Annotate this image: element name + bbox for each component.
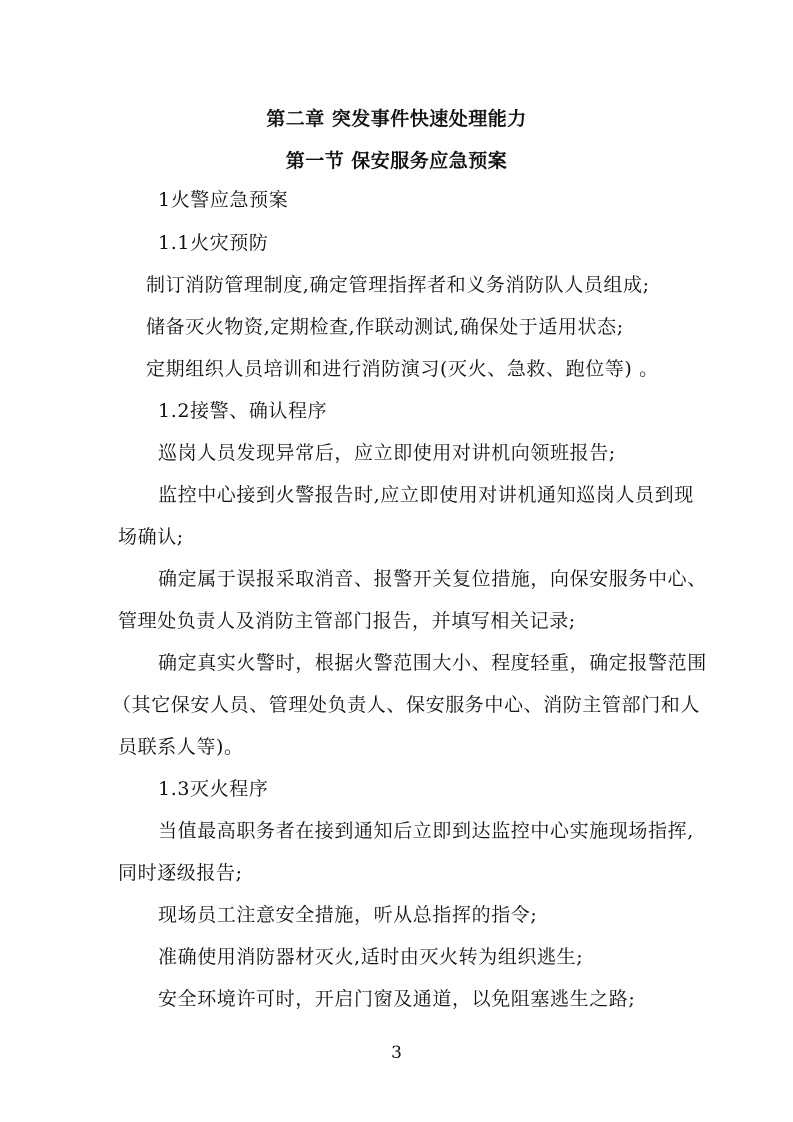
paragraph-line: 监控中心接到火警报告时,应立即使用对讲机通知巡岗人员到现 [158,484,694,506]
paragraph-line: 当值最高职务者在接到通知后立即到达监控中心实施现场指挥, [158,820,694,842]
paragraph-line: 管理处负责人及消防主管部门报告，并填写相关记录; [118,610,576,632]
heading-fire-plan: 1火警应急预案 [158,189,289,211]
paragraph-line: 定期组织人员培训和进行消防演习(灭火、急救、跑位等) 。 [146,358,659,380]
paragraph-line: 准确使用消防器材灭火,适时由灭火转为组织逃生; [158,946,584,968]
section-title: 第一节 保安服务应急预案 [285,150,508,172]
paragraph-line: 储备灭火物资,定期检查,作联动测试,确保处于适用状态; [146,316,624,338]
paragraph-line: 制订消防管理制度,确定管理指挥者和义务消防队人员组成; [146,274,650,296]
subheading-fire-prevention: 1.1火灾预防 [158,232,269,254]
paragraph-line: 员联系人等)。 [118,736,244,758]
subheading-alarm-procedure: 1.2接警、确认程序 [158,400,328,422]
paragraph-line: 巡岗人员发现异常后，应立即使用对讲机向领班报告; [158,442,616,464]
paragraph-line: （其它保安人员、管理处负责人、保安服务中心、消防主管部门和人 [112,694,701,716]
page-number: 3 [391,1043,402,1063]
paragraph-line: 场确认; [118,526,184,548]
paragraph-line: 安全环境许可时，开启门窗及通道，以免阻塞逃生之路; [158,988,636,1010]
subheading-firefighting-procedure: 1.3灭火程序 [158,778,269,800]
paragraph-line: 同时逐级报告; [118,862,243,884]
paragraph-line: 现场员工注意安全措施，听从总指挥的指令; [158,904,538,926]
paragraph-line: 确定属于误报采取消音、报警开关复位措施，向保安服务中心、 [158,568,707,590]
paragraph-line: 确定真实火警时，根据火警范围大小、程度轻重，确定报警范围 [158,652,707,674]
chapter-title: 第二章 突发事件快速处理能力 [266,108,527,130]
